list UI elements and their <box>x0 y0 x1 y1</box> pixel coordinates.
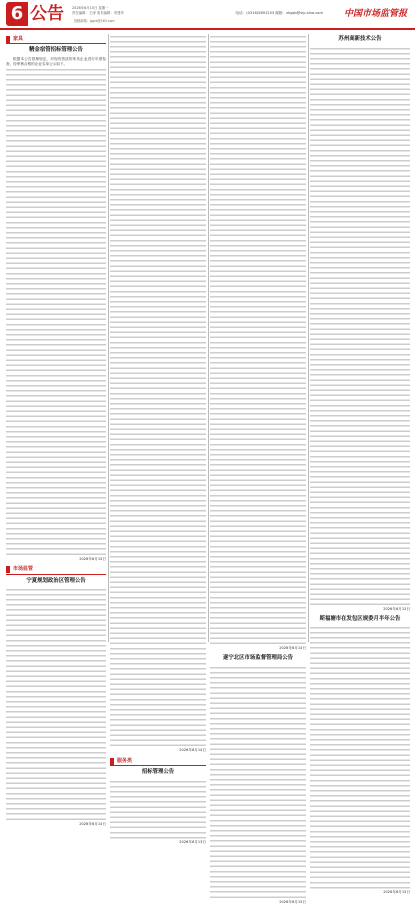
article-date: 2026年6月15日 <box>79 556 106 561</box>
section-marker-icon <box>6 566 10 573</box>
section-bar-furniture: 家具 <box>6 35 106 44</box>
editor-line: 责任编辑：王涛 美术编辑：李建华 <box>72 11 124 15</box>
article-date: 2026年6月15日 <box>383 890 410 895</box>
article-district-notice <box>310 616 410 896</box>
article-body-text <box>210 34 306 238</box>
article-body-text <box>210 442 306 646</box>
article-title: 精金宿管招标管理公告 <box>29 47 83 53</box>
article-body-text <box>6 587 106 740</box>
section-marker-icon <box>6 36 10 43</box>
article-body-text <box>6 475 106 557</box>
column-1 <box>6 34 106 827</box>
column-4 <box>310 34 410 895</box>
column-3 <box>210 34 306 904</box>
article-date: 2026年6月14日 <box>279 646 306 650</box>
article-body-text <box>110 34 206 238</box>
date-line: 2026年6月15日 星期一 <box>72 6 109 10</box>
masthead-meta <box>72 6 124 16</box>
section-bar-services: 服务类 <box>110 757 206 766</box>
column-divider <box>108 34 109 642</box>
article-title: 招标管理公告 <box>141 769 175 776</box>
article-date: 2026年6月13日 <box>179 839 206 844</box>
article-title: 苏州高新技术公告 <box>338 36 382 42</box>
article-body-text <box>310 46 410 250</box>
article-title: 遂宁北区市场监督管理局公告 <box>222 655 294 662</box>
article-body-text <box>310 250 410 454</box>
article-date: 2026年6月15日 <box>279 899 306 904</box>
column-divider <box>308 34 309 642</box>
section-bar-market: 市场监管 <box>6 566 106 575</box>
article-title: 宁夏规划政治区管理公告 <box>26 577 86 584</box>
article-body-text <box>6 67 106 271</box>
article-title: 斯福塘市在发包区规委月半年公告 <box>319 615 401 622</box>
article-date: 2026年6月12日 <box>383 606 410 611</box>
article-continued <box>210 34 306 651</box>
article-body-text <box>110 238 206 442</box>
page-number: 6 <box>6 2 28 26</box>
article-tender-notice <box>110 769 206 845</box>
article-body-text <box>310 829 410 890</box>
article-body-text <box>110 442 206 646</box>
article-body-text <box>110 779 206 840</box>
article-suzhou-notice <box>310 36 410 612</box>
article-furniture-notice <box>6 47 106 562</box>
article-body-text <box>6 271 106 475</box>
article-body-text <box>210 238 306 442</box>
section-marker-icon <box>110 758 114 765</box>
section-name: 公告 <box>30 4 64 24</box>
article-body-text <box>210 665 306 869</box>
article-body-text <box>310 454 410 607</box>
contact-line: 投稿邮箱：ggzx@163.com <box>74 19 115 23</box>
article-body-text <box>110 646 206 748</box>
article-date: 2026年6月14日 <box>79 822 106 827</box>
article-suining-notice <box>210 655 306 905</box>
article-intro: 根据本公告管理规定，对现有资质的家具企业进行年度检查，经审核合格的企业名单公示如下。 <box>6 56 106 66</box>
column-divider <box>208 34 209 642</box>
article-ningxia-notice <box>6 578 106 828</box>
column-2 <box>110 34 206 844</box>
masthead <box>0 0 415 30</box>
article-body-text <box>6 740 106 822</box>
article-continued <box>110 34 206 753</box>
phone-email: 电话：(0316)5891253 邮箱：zhgsb@vip.sina.com <box>235 11 323 15</box>
article-body-text <box>310 625 410 829</box>
article-date: 2026年6月14日 <box>179 748 206 752</box>
newspaper-logo: 中国市场监管报 <box>343 9 407 19</box>
article-body-text <box>210 869 306 900</box>
